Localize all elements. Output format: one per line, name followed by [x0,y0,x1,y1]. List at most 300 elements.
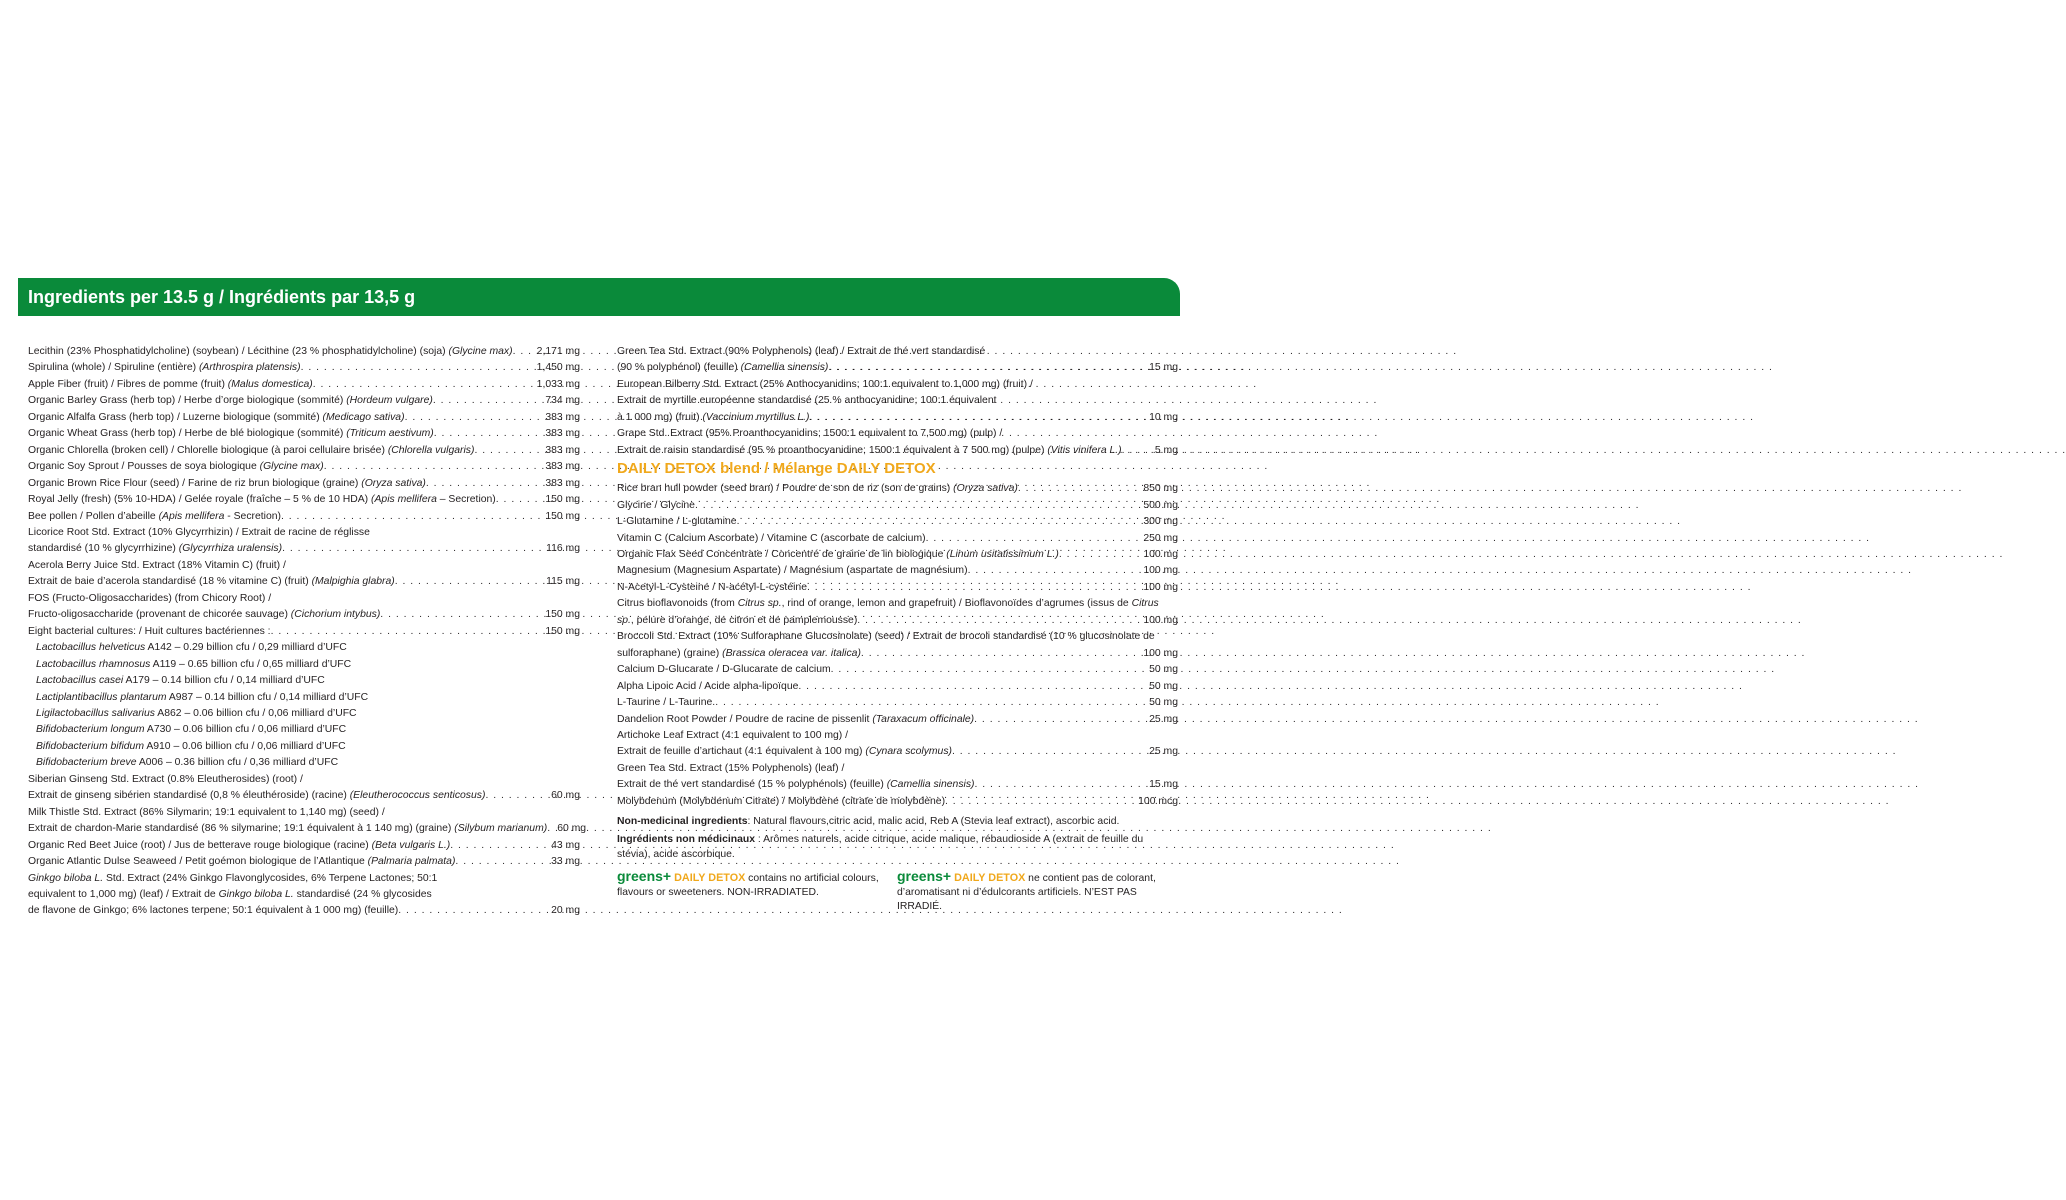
ingredient-label: Bee pollen / Pollen d’abeille [28,510,159,522]
ingredient-amount: 15 mg [1149,779,1178,791]
ingredient-text [28,772,303,788]
ingredient-text [617,646,861,662]
latin-name: (Palmaria palmata) [367,856,456,868]
ingredient-amount: 115 mg [546,576,580,588]
leader-dots [282,541,542,557]
latin-name: (Cichorium intybus) [290,609,381,621]
ingredient-text [36,690,368,706]
ingredient-row [28,739,580,755]
ingredient-text [617,695,715,711]
ingredient-text [36,706,357,722]
ingredient-text [28,838,450,854]
latin-name: Lactobacillus rhamnosus [36,658,151,670]
ingredient-text [617,514,737,530]
ingredient-amount: 150 mg [545,510,580,522]
leader-dots [426,476,541,492]
ingredient-text [28,607,380,623]
ingredient-text [617,377,1033,393]
ingredient-amount: 10 mg [1149,411,1178,423]
leader-dots [380,607,541,623]
ingredient-text [617,761,844,777]
latin-name: Bifidobacterium bifidum [36,740,144,752]
ingredient-amount: 33 mg [551,856,580,868]
ingredient-text [28,393,433,409]
ingredient-text [28,344,513,360]
ingredient-amount: 100 mg [1143,614,1178,626]
latin-name: sp. [617,614,631,626]
ingredient-amount: 50 mg [1149,680,1178,692]
leader-dots [831,662,1145,678]
latin-name: (Beta vulgaris L.) [371,839,451,851]
ingredient-row [617,662,1178,678]
right-ingredient-column [617,344,1178,914]
ingredient-row [28,607,580,623]
ingredient-row [28,459,580,475]
ingredient-text [617,393,997,409]
leader-dots [945,794,1134,810]
ingredient-row [617,410,1178,426]
non-medicinal-fr [617,832,1178,863]
ingredient-amount: 5 mg [1154,444,1178,456]
ingredient-amount: 25 mg [1149,746,1178,758]
ingredient-text [28,887,432,903]
leader-dots [450,838,547,854]
ingredient-label: Extrait de thé vert standardisé (15 % polyphénols) (feuille) [617,779,887,791]
latin-name: (Glycine max) [259,461,324,473]
ingredient-label: , rind of orange, lemon and grapefruit) / Bioflavonoïdes d’agrumes (issus de [781,598,1132,610]
latin-name: (Hordeum vulgare) [346,395,433,407]
ingredient-amount: 150 mg [545,609,580,621]
ingredient-label: Organic Alfalfa Grass (herb top) / Luzerne biologique (sommité) [28,411,323,423]
ingredient-amount: 300 mg [1143,516,1178,528]
ingredient-row [28,887,580,903]
ingredient-label: A179 – 0.14 billion cfu / 0,14 milliard d’UFC [123,675,325,687]
ingredient-text [36,722,346,738]
latin-name: (Medicago sativa) [322,411,405,423]
ingredient-label: A119 – 0.65 billion cfu / 0,65 milliard d’UFC [150,658,352,670]
ingredient-row [28,443,580,459]
ingredient-amount: 1,033 mg [536,378,580,390]
ingredient-label: A006 – 0.36 billion cfu / 0,36 milliard d’UFC [136,757,339,769]
ingredient-text [28,459,324,475]
ingredient-row [28,344,580,360]
latin-name: Ginkgo biloba L. [218,888,294,900]
ingredient-text [28,624,271,640]
non-medicinal-fr-text: : Arômes naturels, acide citrique, acide malique, rébaudioside A (extrait de feuille du stévia), acide ascorbique. [617,833,1144,861]
ingredient-amount: 383 mg [545,477,580,489]
ingredient-label: Extrait de feuille d’artichaut (4:1 équivalent à 100 mg) [617,746,866,758]
ingredient-amount: 60 mg [557,823,587,835]
ingredient-row [28,640,580,656]
ingredient-row [28,558,580,574]
latin-name: (Arthrospira platensis) [198,362,301,374]
ingredient-text [28,591,271,607]
non-medicinal-en-label: Non-medicinal ingredients [617,816,748,828]
ingredient-label: Organic Atlantic Dulse Seaweed / Petit goémon biologique de l’Atlantique [28,856,368,868]
latin-name: Citrus sp. [737,598,782,610]
ingredient-label: standardisé (10 % glycyrrhizine) [28,543,179,555]
ingredient-label: Organic Wheat Grass (herb top) / Herbe de blé biologique (sommité) [28,428,347,440]
ingredient-row [617,728,1178,744]
ingredient-text [28,360,301,376]
ingredient-amount: 250 mg [1143,532,1178,544]
latin-name: (Eleutherococcus senticosus) [349,790,486,802]
ingredient-label: Fructo-oligosaccharide (provenant de chicorée sauvage) [28,609,291,621]
ingredient-amount: 734 mg [545,395,580,407]
leader-dots [301,360,533,376]
ingredient-row [28,377,580,393]
ingredient-text [36,673,325,689]
leader-dots [281,509,541,525]
latin-name: (Vaccinium myrtillus L.) [702,411,810,423]
ingredient-label: Magnesium (Magnesium Aspartate) / Magnésium (aspartate de magnésium) [617,565,968,577]
leader-dots [398,903,547,919]
ingredient-amount: 100 mg [1143,548,1178,560]
ingredient-label: Organic Barley Grass (herb top) / Herbe d’orge biologique (sommité) [28,395,347,407]
leader-dots [695,498,1139,514]
leader-dots [715,695,1145,711]
ingredient-row [28,690,580,706]
ingredient-label: A910 – 0.06 billion cfu / 0,06 milliard d’UFC [144,740,346,752]
ingredient-text [28,443,474,459]
ingredient-text [617,531,926,547]
latin-name: (Brassica oleracea var. italica) [722,647,861,659]
leader-dots [807,580,1139,596]
ingredient-row [28,492,580,508]
leader-dots [968,563,1140,579]
latin-name: (Malpighia glabra) [311,576,395,588]
ingredient-amount: 50 mg [1149,664,1178,676]
ingredient-text [28,426,434,442]
ingredient-row [28,509,580,525]
latin-name: Bifidobacterium longum [36,724,145,736]
ingredient-text [28,805,385,821]
ingredient-amount: 500 mg [1143,499,1178,511]
claim-en [617,869,881,914]
ingredient-row [28,541,580,557]
ingredient-label: Grape Std. Extract (95% Proanthocyanidins; 1500:1 equivalent to 7,500 mg) (pulp) / [617,428,1003,440]
ingredient-text [617,679,798,695]
ingredient-label: Milk Thistle Std. Extract (86% Silymarin; 19:1 equivalent to 1,140 mg) (seed) / [28,806,385,818]
ingredient-label: Molybdenum (Molybdenum Citrate) / Molybdène (citrate de molybdène) [617,795,946,807]
ingredient-text [617,360,828,376]
blend-title: DAILY DETOX blend / Mélange DAILY DETOX [617,460,936,478]
ingredient-amount: 150 mg [545,494,580,506]
ingredient-label: equivalent to 1,000 mg) (leaf) / Extrait de [28,888,219,900]
claim-fr-text: ne contient pas de colorant, d’aromatisant ni d’édulcorants artificiels. N’EST PAS IRRADIÉ. [897,872,1156,912]
ingredient-label: Eight bacterial cultures: / Huit cultures bactériennes : [28,625,271,637]
ingredient-label: Citrus bioflavonoids (from [617,598,738,610]
latin-name: (Chlorella vulgaris) [387,444,475,456]
ingredient-row [617,481,1178,497]
ingredient-row [617,712,1178,728]
ingredient-label: Acerola Berry Juice Std. Extract (18% Vitamin C) (fruit) / [28,559,286,571]
latin-name: (Cynara scolymus) [865,746,952,758]
ingredient-row [28,722,580,738]
ingredient-text [617,426,1002,442]
ingredient-text [617,498,695,514]
ingredient-row [617,613,1178,629]
ingredient-row [28,426,580,442]
ingredient-amount: 60 mg [551,790,580,802]
leader-dots [1122,443,1151,459]
ingredient-amount: 383 mg [545,411,580,423]
ingredient-row [617,547,1178,563]
ingredient-text [617,443,1122,459]
ingredient-label: Calcium D-Glucarate / D-Glucarate de calcium [617,664,831,676]
ingredient-row [617,777,1178,793]
ingredient-label: Organic Soy Sprout / Pousses de soya biologique [28,461,260,473]
ingredients-header [18,278,1180,316]
leader-dots [313,377,533,393]
ingredient-row [617,646,1178,662]
ingredient-text [617,344,985,360]
ingredient-label: Green Tea Std. Extract (15% Polyphenols) (leaf) / [617,762,845,774]
ingredient-label: à 1 000 mg) (fruit) [617,411,703,423]
ingredient-row [28,871,580,887]
latin-name: (Linum usitatissimum L.) [946,548,1059,560]
ingredient-amount: 100 mg [1143,581,1178,593]
ingredient-row [28,788,580,804]
latin-name: Ginkgo biloba L. [28,872,104,884]
ingredient-text [617,794,945,810]
left-ingredient-column [28,344,587,920]
ingredient-label: L-Taurine / L-Taurine. [617,697,716,709]
ingredient-label: de flavone de Ginkgo; 6% lactones terpene; 50:1 équivalent à 1 000 mg) (feuille) [28,905,399,917]
ingredient-text [36,657,351,673]
ingredient-text [28,574,395,590]
ingredient-label: Std. Extract (24% Ginkgo Flavonglycosides, 6% Terpene Lactones; 50:1 [103,872,438,884]
ingredient-text [617,777,975,793]
leader-dots [513,344,533,360]
ingredient-row [617,514,1178,530]
latin-name: (Oryza sativa) [361,477,426,489]
ingredient-row [28,772,580,788]
blend-list [617,481,1178,810]
latin-name: Lactobacillus casei [36,675,124,687]
ingredient-text [28,788,485,804]
ingredient-label: A142 – 0.29 billion cfu / 0,29 milliard d’UFC [145,642,347,654]
leader-dots [809,410,1145,426]
latin-name: (Glycine max) [448,346,513,357]
ingredient-label: – Secretion) [436,494,496,506]
right-top-list [617,344,1178,459]
ingredient-amount: 50 mg [1149,697,1178,709]
ingredient-row [28,903,580,919]
brand-logo-en: greens+ [617,867,672,884]
claim-fr [897,869,1161,914]
ingredient-text [28,525,370,541]
latin-name: Ligilactobacillus salivarius [36,707,155,719]
leader-dots [828,360,1145,376]
ingredient-text [617,728,848,744]
ingredient-text [28,541,282,557]
ingredient-amount: 383 mg [545,428,580,440]
ingredient-text [617,580,807,596]
ingredient-row [617,344,1178,360]
leader-dots [975,777,1146,793]
non-medicinal-en [617,814,1178,830]
leader-dots [798,679,1145,695]
ingredient-label: , pelure d’orange, de citron et de pamplemousse) [630,614,858,626]
ingredient-label: Extrait de baie d’acerola standardisé (18 % vitamine C) (fruit) [28,576,312,588]
latin-name: (Oryza sativa) [953,483,1018,495]
ingredient-row [617,393,1178,409]
ingredient-label: Apple Fiber (fruit) / Fibres de pomme (fruit) [28,378,228,390]
leader-dots [485,788,547,804]
ingredient-row [28,574,580,590]
ingredient-label: Rice bran hull powder (seed bran) / Poudre de son de riz (son de grains) [617,483,954,495]
leader-dots [952,744,1145,760]
leader-dots [474,443,541,459]
ingredient-label: A987 – 0.14 billion cfu / 0,14 milliard d’UFC [166,691,369,703]
ingredient-text [28,821,547,837]
ingredient-amount: 25 mg [1149,713,1178,725]
latin-name: (Camellia sinensis) [740,362,829,374]
ingredient-amount: 100 mcg [1138,795,1178,807]
ingredient-row [617,679,1178,695]
ingredient-label: Organic Flax Seed Concentrate / Concentré de graine de lin biologique [617,548,947,560]
ingredient-label: Broccoli Std. Extract (10% Sulforaphane Glucosinolate) (seed) / Extrait de brocoli standardisé (10 % glucosinolate de [617,631,1155,643]
non-medicinal-en-text: : Natural flavours,citric acid, malic acid, Reb A (Stevia leaf extract), ascorbic acid. [747,816,1120,828]
ingredient-amount: 383 mg [545,461,580,473]
ingredient-amount: 116 mg [546,543,580,555]
ingredient-label: Spirulina (whole) / Spiruline (entière) [28,362,199,374]
ingredient-label: Vitamin C (Calcium Ascorbate) / Vitamine C (ascorbate de calcium) [617,532,926,544]
leader-dots [861,646,1139,662]
ingredient-amount: 15 mg [1149,362,1178,374]
ingredient-label: Green Tea Std. Extract (90% Polyphenols) (leaf) / Extrait de thé vert standardisé [617,346,986,357]
leader-dots [405,410,542,426]
ingredient-text [617,481,1018,497]
ingredient-label: N-Acetyl-L-Cysteine / N-acétyl-L-cystéine [617,581,807,593]
latin-name: Citrus [1131,598,1159,610]
ingredient-text [617,563,968,579]
leader-dots [433,393,542,409]
ingredient-label: Organic Red Beet Juice (root) / Jus de betterave rouge biologique (racine) [28,839,372,851]
ingredient-row [617,563,1178,579]
leader-dots [271,624,542,640]
ingredient-amount: 100 mg [1143,647,1178,659]
ingredient-row [617,531,1178,547]
leader-dots [395,574,542,590]
ingredient-text [617,662,831,678]
ingredient-row [28,393,580,409]
ingredient-text [36,640,347,656]
ingredient-row [617,794,1178,810]
ingredient-amount: 100 mg [1143,565,1178,577]
ingredient-row [28,624,580,640]
ingredient-row [617,695,1178,711]
non-medicinal-fr-label: Ingrédients non médicinaux [617,833,755,845]
leader-dots [857,613,1139,629]
ingredient-row [617,761,1178,777]
ingredient-row [28,410,580,426]
leader-dots [434,426,542,442]
product-name-fr: DAILY DETOX [951,871,1026,884]
brand-logo-fr: greens+ [897,867,952,884]
latin-name: (Camellia sinensis) [886,779,975,791]
latin-name: (Apis mellifera [158,510,225,522]
ingredient-row [28,525,580,541]
latin-name: (Silybum marianum) [454,823,548,835]
ingredient-row [617,377,1178,393]
ingredient-text [28,558,286,574]
ingredient-text [28,903,398,919]
ingredient-row [28,706,580,722]
leader-dots [324,459,542,475]
ingredient-text [28,377,313,393]
ingredient-label: Alpha Lipoic Acid / Acide alpha-lipoïque [617,680,799,692]
ingredient-text [28,509,281,525]
ingredient-row [617,360,1178,376]
ingredient-row [617,629,1178,645]
product-name-en: DAILY DETOX [671,871,746,884]
ingredient-amount: 43 mg [551,839,580,851]
ingredient-label: Glycine / Glycine [617,499,695,511]
leader-dots [496,492,542,508]
leader-dots [455,854,547,870]
ingredient-label: Dandelion Root Powder / Poudre de racine de pissenlit [617,713,873,725]
ingredient-amount: 850 mg [1143,483,1178,495]
ingredient-row [617,596,1178,612]
latin-name: (Glycyrrhiza uralensis) [178,543,283,555]
leader-dots [974,712,1145,728]
ingredient-row [28,591,580,607]
latin-name: (Malus domestica) [227,378,313,390]
ingredient-row [617,426,1178,442]
ingredient-row [28,476,580,492]
ingredient-text [617,613,857,629]
ingredient-row [28,854,580,870]
latin-name: Bifidobacterium breve [36,757,137,769]
leader-dots [737,514,1140,530]
ingredient-amount: 150 mg [545,625,580,637]
latin-name: (Taraxacum officinale) [872,713,975,725]
ingredient-text [28,476,426,492]
ingredient-label: FOS (Fructo-Oligosaccharides) (from Chicory Root) / [28,592,272,604]
ingredient-amount: 20 mg [551,905,580,917]
ingredient-label: L-Glutamine / L-glutamine [617,516,737,528]
leader-dots [1018,481,1140,497]
ingredient-text [617,744,952,760]
ingredient-amount: 1,450 mg [536,362,580,374]
ingredient-text [28,492,496,508]
ingredient-row [617,744,1178,760]
ingredient-text [36,755,338,771]
ingredient-text [617,712,974,728]
ingredient-text [28,871,437,887]
ingredient-row [28,821,587,837]
ingredient-label: Extrait de myrtille européenne standardisé (25 % anthocyanidine; 100:1 équivalent [617,395,997,407]
ingredient-text [36,739,346,755]
ingredient-row [28,657,580,673]
ingredient-amount: 383 mg [545,444,580,456]
ingredient-label: standardisé (24 % glycosides [293,888,432,900]
ingredient-row [28,360,580,376]
ingredient-label: (90 % polyphénol) (feuille) [617,362,741,374]
ingredient-row [617,580,1178,596]
ingredient-row [28,838,580,854]
ingredient-label: Extrait de chardon-Marie standardisé (86 % silymarine; 19:1 équivalent à 1 140 mg) (graine) [28,823,455,835]
ingredient-row [617,498,1178,514]
ingredient-row [617,443,1178,459]
ingredient-text [617,596,1159,612]
ingredient-label: A862 – 0.06 billion cfu / 0,06 milliard d’UFC [154,707,357,719]
latin-name: (Vitis vinifera L.) [1047,444,1122,456]
ingredient-text [617,547,1059,563]
ingredient-label: sulforaphane) (graine) [617,647,723,659]
